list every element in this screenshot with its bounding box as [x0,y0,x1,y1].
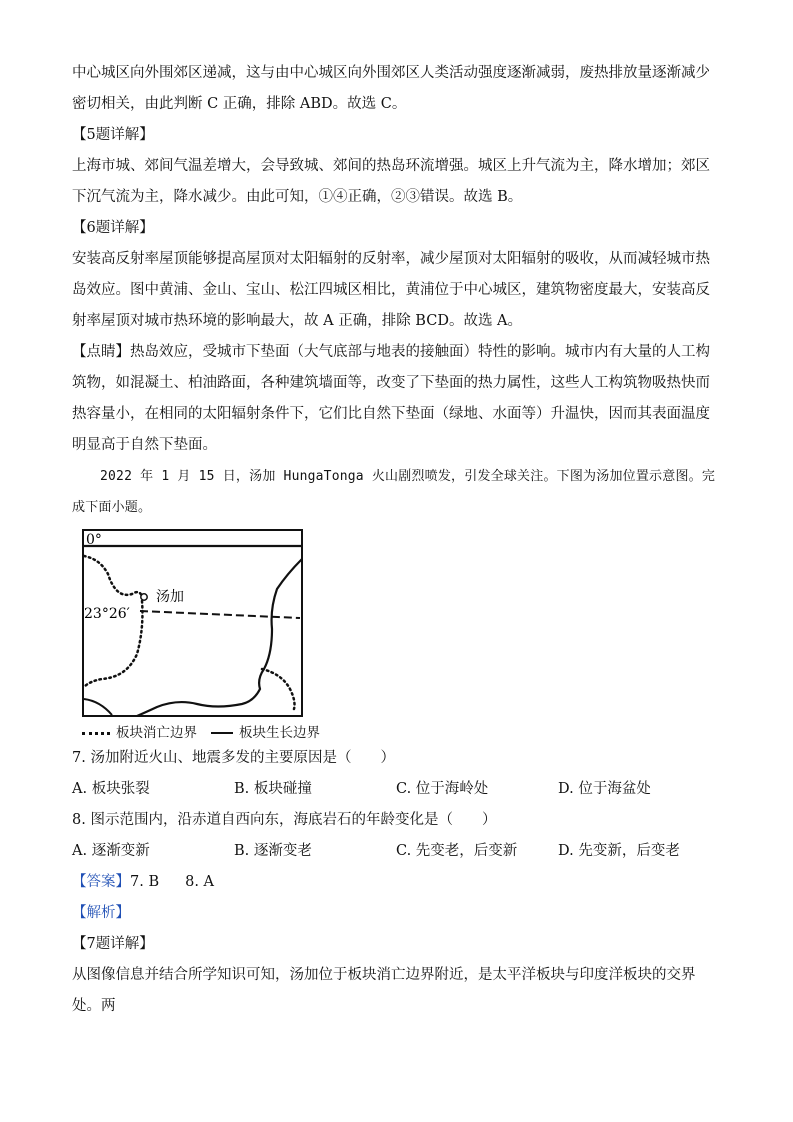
option-8b[interactable]: B. 逐渐变老 [234,843,312,859]
tropic-line [140,611,300,618]
option-8c[interactable]: C. 先变老，后变新 [396,843,518,859]
option-7a[interactable]: A. 板块张裂 [72,781,150,797]
heading-q7-detail: 【7题详解】 [72,936,154,952]
option-8a[interactable]: A. 逐渐变新 [72,843,150,859]
tonga-label: 汤加 [156,589,184,605]
analysis-label: 【解析】 [72,905,130,921]
option-7b[interactable]: B. 板块碰撞 [234,781,312,797]
question-7-stem: 7. 汤加附近火山、地震多发的主要原因是（ ） [72,750,395,766]
spreading-boundary-east [137,559,302,716]
tip-text: 热岛效应，受城市下垫面（大气底部与地表的接触面）特性的影响。城市内有大量的人工构筑物，如混凝土、柏油路面，各种建筑墙面等，改变了下垫面的热力属性，这些人工构筑物吸热快而热容量小，在相同的太阳辐射条件下，它们比自然下垫面（绿地、水面等）升温快，因而其表面温度明显高于自然下垫面。 [72,344,710,453]
option-8d[interactable]: D. 先变新，后变老 [558,843,680,859]
subduction-boundary-north [84,556,142,597]
paragraph-4-end: 中心城区向外围郊区递减，这与由中心城区向外围郊区人类活动强度逐渐减弱，废热排放量逐渐减少密切相关，由此判断 C 正确，排除 ABD。故选 C。 [72,65,710,112]
paragraph-q5: 上海市城、郊间气温差增大，会导致城、郊间的热岛环流增强。城区上升气流为主，降水增加；郊区下沉气流为主，降水减少。由此可知，①④正确，②③错误。故选 B。 [72,158,710,205]
paragraph-q6: 安装高反射率屋顶能够提高屋顶对太阳辐射的反射率，减少屋顶对太阳辐射的吸收，从而减轻城市热岛效应。图中黄浦、金山、宝山、松江四城区相比，黄浦位于中心城区，建筑物密度最大，安装高反射率屋顶对城市热环境的影响最大，故 A 正确，排除 BCD。故选 A。 [72,251,710,329]
solid-line-swatch [211,732,233,734]
legend-spreading-label: 板块生长边界 [239,725,320,741]
question-8-options [72,836,722,867]
question-lead: 2022 年 1 月 15 日，汤加 HungaTonga 火山剧烈喷发，引发全球关注。下图为汤加位置示意图。完成下面小题。 [72,469,716,515]
tip-label: 【点睛】 [72,344,130,360]
question-8-stem: 8. 图示范围内，沿赤道自西向东，海底岩石的年龄变化是（ ） [72,812,497,828]
legend-subduction-label: 板块消亡边界 [116,725,197,741]
heading-q5-detail: 【5题详解】 [72,127,154,143]
dotted-line-swatch [82,732,110,735]
answer-label: 【答案】 [72,874,130,890]
map-legend [82,723,322,743]
option-7c[interactable]: C. 位于海岭处 [396,781,489,797]
question-7-options [72,774,722,805]
tonga-marker [141,594,147,600]
paragraph-q7: 从图像信息并结合所学知识可知，汤加位于板块消亡边界附近，是太平洋板块与印度洋板块的交界处。两 [72,967,696,1014]
tip-paragraph [72,337,722,461]
map-figure [82,529,304,719]
map-frame [83,530,302,716]
heading-q6-detail: 【6题详解】 [72,220,154,236]
equator-label: 0° [86,532,102,548]
tropic-label: 23°26′ [84,606,130,622]
spreading-boundary-sw [84,699,112,715]
option-7d[interactable]: D. 位于海盆处 [558,781,651,797]
tonga-location-map [82,529,322,743]
subduction-boundary-east [262,669,295,709]
answer-8: 8. A [185,874,215,890]
answer-line [72,867,722,898]
document-page [72,58,722,1022]
answer-7: 7. B [130,874,160,890]
